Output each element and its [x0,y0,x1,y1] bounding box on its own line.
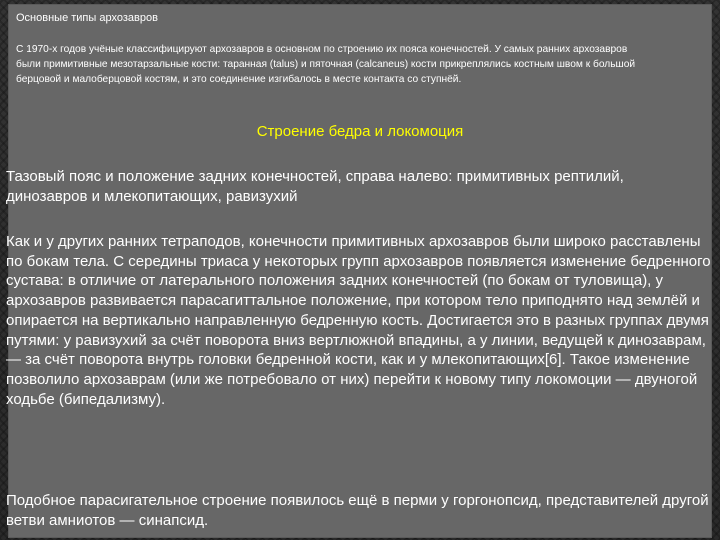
intro-paragraph: С 1970-х годов учёные классифицируют архозавров в основном по строению их пояса конечностей. У самых ранних архозавров были примитивные мезотарзальные кости: таранная (talus) и пяточная (calcaneus) кости прикреплялись костным швом к большой берцовой и малоберцовой костям, и это соединение изгибалось в месте контакта со ступнёй. [16,44,636,86]
figure-caption: Тазовый пояс и положение задних конечностей, справа налево: примитивных рептилий, динозавров и млекопитающих, равизухий [6,168,624,205]
body-paragraph-1: Как и у других ранних тетраподов, конечности примитивных архозавров были широко расставлены по бокам тела. С середины триаса у некоторых групп архозавров появляется изменение бедренного сустава: в отличие от латерального положения задних конечностей (по бокам от туловища), у архозавров развивается парасагиттальное положение, при котором тело приподнято над землёй и опирается на вертикально направленную бедренную кость. Достигается это в разных группах двумя путями: у равизухий за счёт поворота вниз вертлюжной впадины, а у линии, ведущей к динозаврам, — за счёт поворота внутрь головки бедренной кости, как и у млекопитающих[6]. Такое изменение позволило архозаврам (или же потребовало от них) перейти к новому типу локомоции — двуногой ходьбе (бипедализму). [6,233,711,408]
page-title: Основные типы архозавров [16,12,158,24]
section-heading: Строение бедра и локомоция [256,123,464,140]
body-paragraph-2: Подобное парасигательное строение появилось ещё в перми у горгонопсид, представителей другой ветви амниотов — синапсид. [6,492,709,529]
